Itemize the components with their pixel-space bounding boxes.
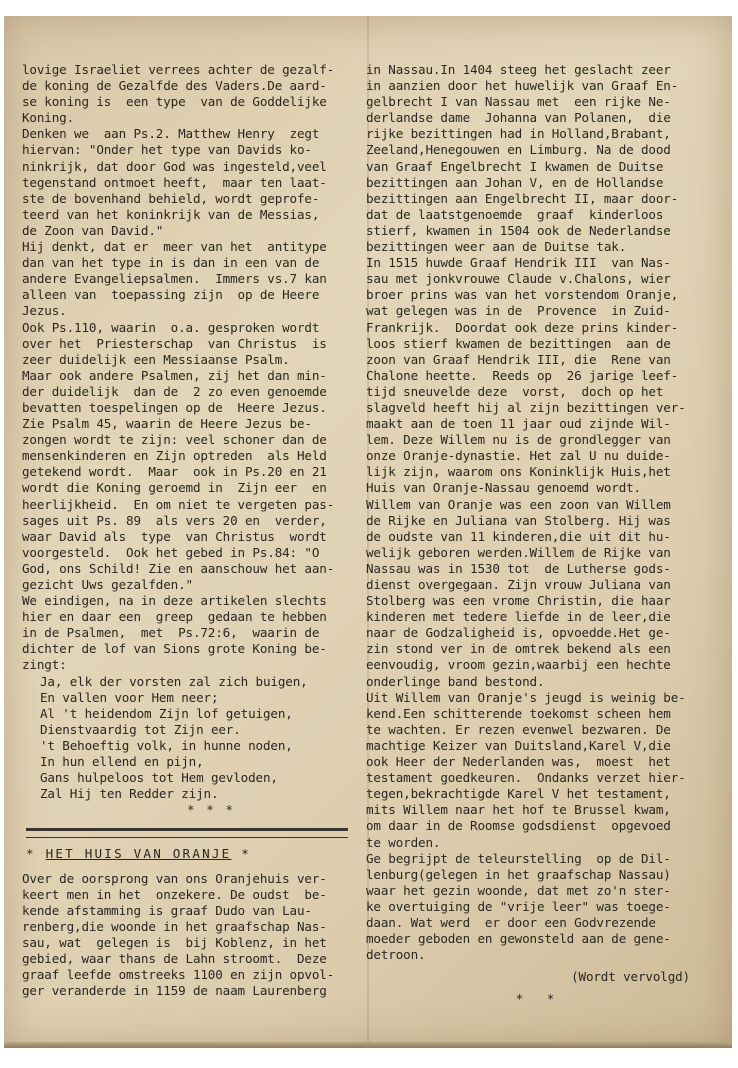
text-line: We eindigen, na in deze artikelen slechts [22, 593, 327, 609]
text-line: graaf leefde omstreeks 1100 en zijn opvol- [22, 967, 335, 983]
text-line: lem. Deze Willem nu is de grondlegger van [366, 432, 671, 448]
text-line: machtige Keizer van Duitsland,Karel V,die [366, 737, 671, 753]
text-line: zoon van Graaf Hendrik III, die Rene van [366, 351, 671, 367]
text-line: lenburg(gelegen in het graafschap Nassau) [366, 866, 671, 882]
text-line: gelbrecht I van Nassau met een rijke Ne- [366, 94, 671, 110]
poem-line: Al 't heidendom Zijn lof getuigen, [40, 705, 293, 721]
text-line: lovige Israeliet verrees achter de gezalf- [22, 62, 335, 77]
text-line: bevatten toespelingen op de Heere Jezus. [22, 399, 327, 415]
text-line: zin stond ver in de omtrek bekend als een [366, 641, 671, 657]
left-column [22, 62, 360, 999]
text-line: om daar in de Roomse godsdienst opgevoed [366, 818, 671, 834]
text-line: derlandse dame Johanna van Polanen, die [366, 110, 671, 126]
text-line: dichter de lof van Sions grote Koning be- [22, 641, 327, 657]
text-line: ke overtuiging de "vrije leer" was toege- [366, 898, 671, 914]
text-line: ook Heer der Nederlanden was, moest het [366, 754, 671, 770]
text-line: alleen van toepassing zijn op de Heere [22, 287, 320, 303]
text-line: wordt die Koning geroemd in Zijn eer en [22, 480, 327, 496]
text-line: over het Priesterschap van Christus is [22, 335, 327, 351]
poem-line: Ja, elk der vorsten zal zich buigen, [40, 673, 308, 689]
text-line: gebied, waar thans de Lahn stroomt. Deze [22, 950, 327, 966]
heading-title: HET HUIS VAN ORANJE [45, 846, 232, 862]
text-line: ger veranderde in 1159 de naam Laurenberg [22, 983, 327, 999]
text-line: Ge begrijpt de teleurstelling op de Dil- [366, 850, 671, 866]
text-line: kinderen met tedere liefde in de leer,die [366, 609, 671, 625]
text-line: sau met jonkvrouwe Claude v.Chalons, wier [366, 271, 671, 287]
text-line: de Zoon van David." [22, 222, 164, 238]
heading-right-mark: * [241, 846, 252, 862]
text-line: hiervan: "Onder het type van Davids ko- [22, 142, 312, 158]
right-column [366, 62, 712, 1007]
heading-left-mark: * [26, 846, 36, 862]
text-line: testament goedkeuren. Ondanks verzet hier- [366, 770, 686, 786]
text-line: Nassau was in 1530 tot de Lutherse gods- [366, 560, 671, 576]
text-line: eenvoudig, vroom gezin,waarbij een hechte [366, 657, 671, 673]
text-line: in aanzien door het huwelijk van Graaf En- [366, 78, 679, 94]
text-line: andere Evangeliepsalmen. Immers vs.7 kan [22, 271, 327, 287]
text-line: God, ons Schild! Zie en aanschouw het aan- [22, 560, 335, 576]
text-line: mensenkinderen en Zijn optreden als Held [22, 448, 327, 464]
text-line: dan van het type in is dan in een van de [22, 255, 320, 271]
text-line: tegenstand ontmoet heeft, maar ten laat- [22, 174, 327, 190]
text-line: rijke bezittingen had in Holland,Brabant, [366, 126, 671, 142]
text-line: der duidelijk dan de 2 zo even genoemde [22, 383, 327, 399]
text-line: Uit Willem van Oranje's jeugd is weinig be- [366, 689, 686, 705]
text-line: van Graaf Engelbrecht I kwamen de Duitse [366, 158, 664, 174]
text-line: detroon. [366, 947, 426, 963]
text-line: dat de laatstgenoemde graaf kinderloos [366, 206, 664, 222]
text-line: te wachten. Er rezen evenwel bezwaren. De [366, 721, 671, 737]
poem-line: Gans hulpeloos tot Hem gevloden, [40, 770, 278, 786]
text-line: onderlinge band bestond. [366, 673, 545, 689]
text-line: wat gelegen was in de Provence in Zuid- [366, 303, 671, 319]
document-page [4, 16, 732, 1048]
text-line: keert men in het onzekere. De oudst be- [22, 886, 327, 902]
to-be-continued: (Wordt vervolgd) [571, 969, 690, 985]
text-line: kend.Een schitterende toekomst scheen hem [366, 705, 671, 721]
text-line: bezittingen weer aan de Duitse tak. [366, 239, 627, 255]
text-line: kende afstamming is graaf Dudo van Lau- [22, 902, 312, 918]
text-line: bezittingen aan Engelbrecht II, maar door- [366, 190, 679, 206]
text-line: bezittingen aan Johan V, en de Hollandse [366, 174, 664, 190]
poem-line: Dienstvaardig tot Zijn eer. [40, 721, 241, 737]
text-line: se koning is een type van de Goddelijke [22, 94, 327, 110]
section-divider [26, 828, 348, 838]
text-line: waar David als type van Christus wordt [22, 528, 327, 544]
text-line: de koning de Gezalfde des Vaders.De aard- [22, 78, 327, 94]
text-line: sau, wat gelegen is bij Koblenz, in het [22, 934, 327, 950]
text-line: Willem van Oranje was een zoon van Willem [366, 496, 671, 512]
text-line: in de Psalmen, met Ps.72:6, waarin de [22, 625, 320, 641]
text-line: Stolberg was een vrome Christin, die haar [366, 593, 671, 609]
text-line: In 1515 huwde Graaf Hendrik III van Nas- [366, 255, 671, 271]
text-line: Koning. [22, 110, 75, 126]
text-line: tijd sneuvelde deze vorst, doch op het [366, 383, 664, 399]
text-line: broer prins was van het vorstendom Oranje, [366, 287, 679, 303]
text-line: dienst overgegaan. Zijn vrouw Juliana van [366, 577, 671, 592]
poem-line: 't Behoeftig volk, in hunne noden, [40, 737, 293, 753]
text-line: Zie Psalm 45, waarin de Heere Jezus be- [22, 416, 312, 432]
text-line: onze Oranje-dynastie. Het zal U nu duide- [366, 448, 671, 464]
text-line: Huis van Oranje-Nassau genoemd wordt. [366, 480, 641, 496]
end-stars: * * [515, 991, 563, 1007]
section-stars: * * * [187, 802, 235, 818]
text-line: ninkrijk, dat door God was ingesteld,veel [22, 158, 327, 174]
text-line: welijk geboren werden.Willem de Rijke van [366, 544, 671, 560]
text-line: teerd van het koninkrijk van de Messias, [22, 206, 320, 222]
text-line: Over de oorsprong van ons Oranjehuis ver- [22, 870, 327, 886]
text-line: heerlijkheid. En om niet te vergeten pas- [22, 496, 335, 512]
text-line: sages uit Ps. 89 als vers 20 en verder, [22, 512, 327, 528]
text-line: Maar ook andere Psalmen, zij het dan min- [22, 367, 327, 383]
poem-line: Zal Hij ten Redder zijn. [40, 786, 219, 802]
text-line: in Nassau.In 1404 steeg het geslacht zeer [366, 62, 671, 77]
text-line: ste de bovenhand behield, wordt geprofe- [22, 190, 320, 206]
left-body-text [22, 62, 360, 674]
text-line: Zeeland,Henegouwen en Limburg. Na de dood [366, 142, 671, 158]
text-line: renberg,die woonde in het graafschap Nas- [22, 918, 327, 934]
psalm-poem [22, 674, 360, 803]
text-line: Denken we aan Ps.2. Matthew Henry zegt [22, 126, 320, 142]
text-line: te worden. [366, 834, 441, 850]
text-line: Frankrijk. Doordat ook deze prins kinder- [366, 319, 679, 335]
text-line: zongen wordt te zijn: veel schoner dan de [22, 432, 327, 448]
text-line: mits Willem naar het hof te Brussel kwam, [366, 802, 671, 818]
right-body-text [366, 62, 712, 963]
poem-line: En vallen voor Hem neer; [40, 689, 219, 705]
text-line: loos stierf kwamen de bezittingen aan de [366, 335, 671, 351]
text-line: zeer duidelijk een Messiaanse Psalm. [22, 351, 290, 367]
page-bottom-edge [4, 1042, 732, 1048]
text-line: de Rijke en Juliana van Stolberg. Hij was [366, 512, 671, 528]
text-line: voorgesteld. Ook het gebed in Ps.84: "O [22, 544, 320, 560]
text-line: naar de Godzaligheid is, opvoedde.Het ge- [366, 625, 671, 641]
text-line: moeder geboden en gewonsteld aan de gene- [366, 931, 671, 947]
poem-line: In hun ellend en pijn, [40, 754, 204, 770]
text-line: stierf, kwamen in 1504 ook de Nederlandse [366, 222, 671, 238]
article-heading [26, 846, 360, 862]
text-line: zingt: [22, 657, 67, 673]
text-line: maakt aan de toen 11 jaar oud zijnde Wil- [366, 416, 671, 432]
text-line: Chalone heette. Reeds op 26 jarige leef- [366, 367, 679, 383]
text-line: waar het gezin woonde, dat met zo'n ster- [366, 882, 671, 898]
text-line: lijk zijn, waarom ons Koninklijk Huis,het [366, 464, 671, 480]
text-line: de oudste van 11 kinderen,die uit dit hu- [366, 528, 671, 544]
text-line: Hij denkt, dat er meer van het antitype [22, 239, 327, 255]
article-body-text [22, 871, 360, 1000]
text-line: Ook Ps.110, waarin o.a. gesproken wordt [22, 319, 320, 335]
text-line: getekend wordt. Maar ook in Ps.20 en 21 [22, 464, 327, 480]
text-line: daan. Wat werd er door een Godvrezende [366, 914, 656, 930]
text-line: Jezus. [22, 303, 67, 319]
text-line: gezicht Uws gezalfden." [22, 577, 193, 592]
text-line: tegen,bekrachtigde Karel V het testament, [366, 786, 671, 802]
text-line: hier en daar een greep gedaan te hebben [22, 609, 327, 625]
text-line: slagveld heeft hij al zijn bezittingen ver- [366, 399, 686, 415]
